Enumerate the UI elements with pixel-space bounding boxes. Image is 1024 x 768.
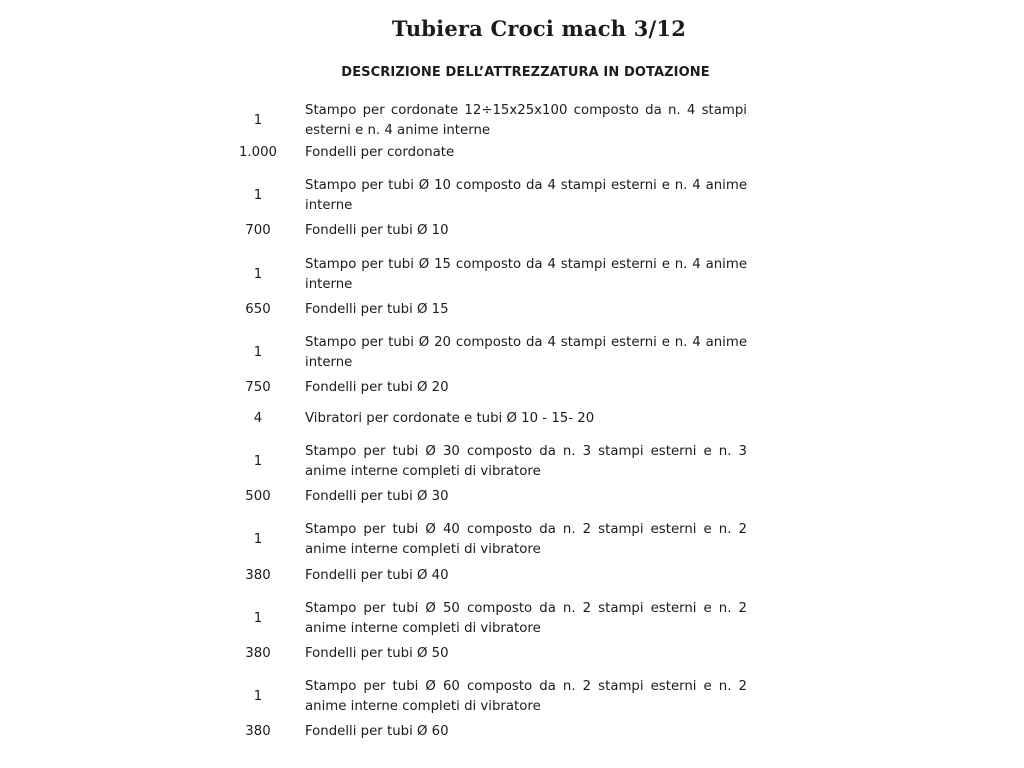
document-title: Tubiera Croci mach 3/12	[391, 16, 687, 41]
item-description: Fondelli per tubi Ø 10	[305, 223, 449, 238]
item-quantity: 1.000	[238, 145, 278, 160]
item-description: Stampo per tubi Ø 20 composto da 4 stampi esterni e n. 4 anime interne	[305, 335, 747, 370]
item-quantity: 1	[253, 454, 263, 469]
item-description: Stampo per tubi Ø 30 composto da n. 3 stampi esterni e n. 3 anime interne completi di vibratore	[305, 444, 747, 479]
item-quantity: 650	[245, 302, 271, 317]
item-quantity: 1	[253, 611, 263, 626]
item-description: Fondelli per tubi Ø 60	[305, 724, 449, 739]
item-description: Fondelli per tubi Ø 40	[305, 568, 449, 583]
item-description: Stampo per tubi Ø 50 composto da n. 2 stampi esterni e n. 2 anime interne completi di vibratore	[305, 601, 747, 636]
item-description: Stampo per tubi Ø 60 composto da n. 2 stampi esterni e n. 2 anime interne completi di vibratore	[305, 679, 747, 714]
item-quantity: 1	[253, 113, 263, 128]
item-quantity: 1	[253, 532, 263, 547]
item-quantity: 750	[245, 380, 271, 395]
item-description: Vibratori per cordonate e tubi Ø 10 - 15- 20	[305, 411, 595, 426]
item-quantity: 380	[245, 724, 271, 739]
item-quantity: 700	[245, 223, 271, 238]
item-description: Stampo per cordonate 12÷15x25x100 composto da n. 4 stampi esterni e n. 4 anime interne	[305, 103, 747, 138]
item-quantity: 1	[253, 689, 263, 704]
item-quantity: 500	[245, 489, 271, 504]
document-subtitle: DESCRIZIONE DELL’ATTREZZATURA IN DOTAZIONE	[341, 65, 710, 80]
item-quantity: 4	[253, 411, 263, 426]
item-description: Fondelli per cordonate	[305, 145, 455, 160]
item-quantity: 380	[245, 646, 271, 661]
item-quantity: 1	[253, 188, 263, 203]
item-quantity: 1	[253, 345, 263, 360]
item-description: Fondelli per tubi Ø 30	[305, 489, 449, 504]
item-description: Stampo per tubi Ø 15 composto da 4 stampi esterni e n. 4 anime interne	[305, 257, 747, 292]
item-description: Stampo per tubi Ø 40 composto da n. 2 stampi esterni e n. 2 anime interne completi di vibratore	[305, 522, 747, 557]
item-quantity: 380	[245, 568, 271, 583]
item-description: Stampo per tubi Ø 10 composto da 4 stampi esterni e n. 4 anime interne	[305, 178, 747, 213]
item-description: Fondelli per tubi Ø 50	[305, 646, 449, 661]
item-description: Fondelli per tubi Ø 20	[305, 380, 449, 395]
item-quantity: 1	[253, 267, 263, 282]
item-description: Fondelli per tubi Ø 15	[305, 302, 449, 317]
